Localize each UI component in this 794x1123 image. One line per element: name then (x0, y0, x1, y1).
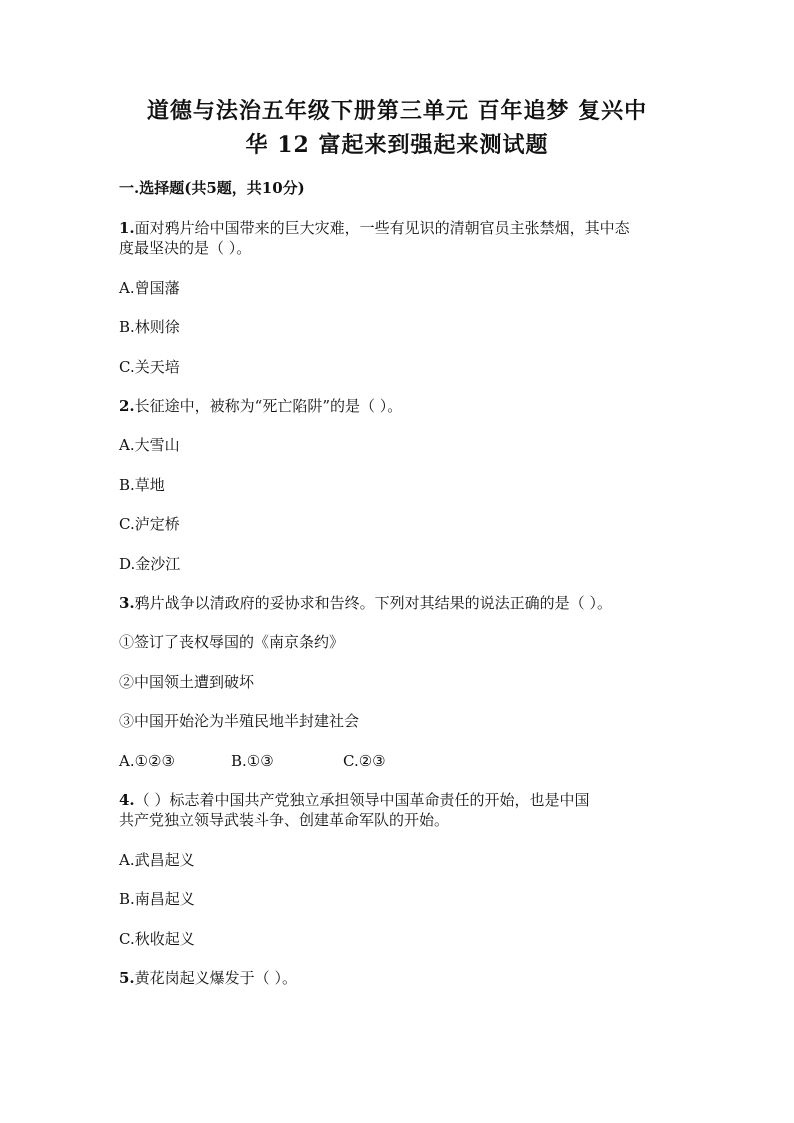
question-3-stem-line-1: 鸦片战争以清政府的妥协求和告终。下列对其结果的说法正确的是（ ）。 (134, 594, 612, 612)
question-2-option-b: B.草地 (119, 476, 165, 494)
question-1-number: 1. (119, 219, 135, 237)
question-2-option-d: D.金沙江 (119, 555, 181, 573)
question-4-option-c: C.秋收起义 (119, 930, 195, 948)
question-3-option-b: B.①③ (231, 752, 274, 770)
question-1-stem-line-2: 度最坚决的是（ ）。 (119, 239, 252, 257)
document-title-line-2: 华 12 富起来到强起来测试题 (245, 132, 549, 158)
question-3-option-a: A.①②③ (119, 752, 175, 770)
section-heading: 一.选择题(共5题，共10分) (119, 179, 305, 197)
question-5-number: 5. (119, 969, 135, 987)
question-4-stem (119, 790, 589, 810)
question-3-options (119, 751, 386, 771)
question-3-statement-3: ③中国开始沦为半殖民地半封建社会 (119, 712, 360, 730)
question-4-number: 4. (119, 791, 135, 809)
question-2-stem-line-1: 长征途中，被称为“死亡陷阱”的是（ ）。 (134, 397, 403, 415)
question-2-option-c: C.泸定桥 (119, 515, 180, 533)
question-4-stem-line-2: 共产党独立领导武装斗争、创建革命军队的开始。 (119, 811, 450, 829)
question-5-stem (119, 968, 297, 988)
question-5-stem-line-1: 黄花岗起义爆发于（ ）。 (134, 969, 297, 987)
question-3-option-c: C.②③ (343, 752, 386, 770)
question-2-number: 2. (119, 397, 135, 415)
question-3-statement-2: ②中国领土遭到破坏 (119, 673, 255, 691)
question-4-stem-line-1: （ ）标志着中国共产党独立承担领导中国革命责任的开始，也是中国 (134, 791, 590, 809)
question-4-option-b: B.南昌起义 (119, 890, 195, 908)
document-title-line-1: 道德与法治五年级下册第三单元 百年追梦 复兴中 (146, 98, 648, 124)
question-1-stem-line-1: 面对鸦片给中国带来的巨大灾难，一些有见识的清朝官员主张禁烟，其中态 (134, 219, 630, 237)
question-4-option-a: A.武昌起义 (119, 851, 195, 869)
question-1-stem (119, 218, 630, 238)
question-3-number: 3. (119, 594, 135, 612)
question-1-option-a: A.曾国藩 (119, 279, 180, 297)
question-3-stem (119, 593, 612, 613)
question-2-stem (119, 396, 402, 416)
question-1-option-c: C.关天培 (119, 358, 180, 376)
question-1-option-b: B.林则徐 (119, 318, 180, 336)
question-2-option-a: A.大雪山 (119, 436, 180, 454)
question-3-statement-1: ①签订了丧权辱国的《南京条约》 (119, 633, 345, 651)
